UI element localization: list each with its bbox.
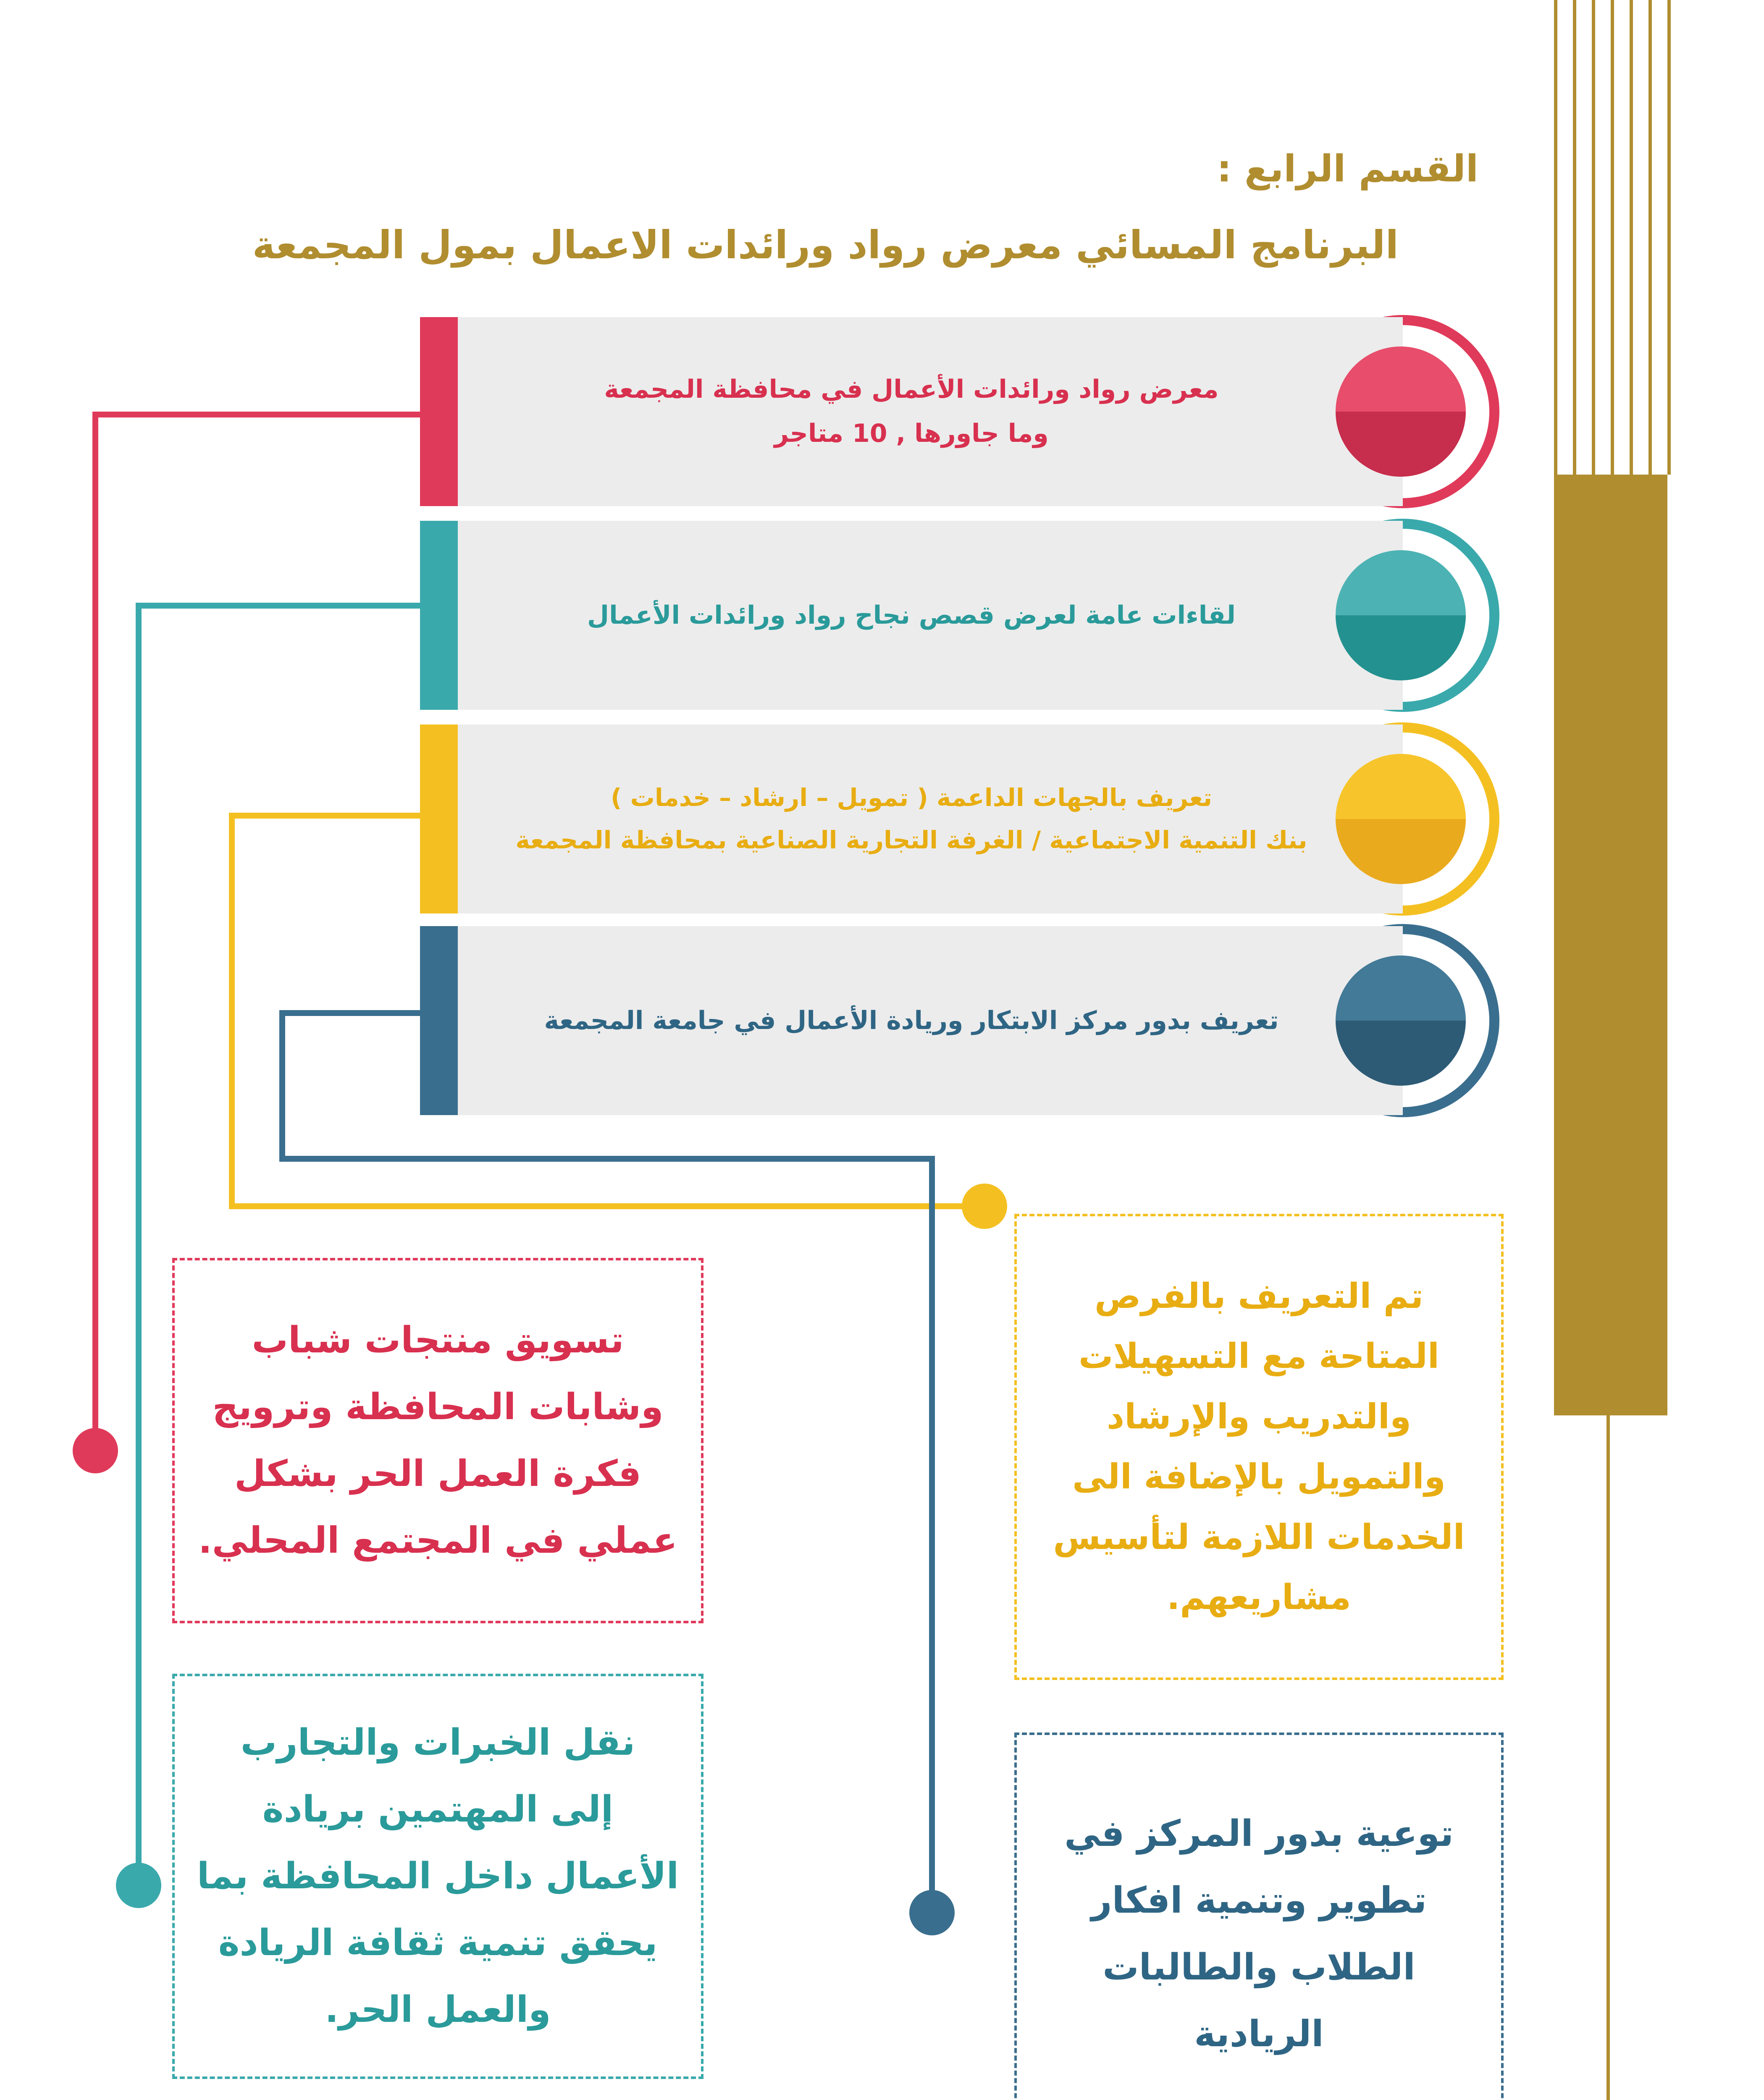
program-row-3 (420, 724, 1403, 914)
blue-box-line2: تطوير وتنمية افكار (1091, 1879, 1427, 1922)
yellow-box-line1: تم التعريف بالفرص (1095, 1276, 1424, 1316)
teal-connector-v (136, 603, 142, 1884)
row4-line1: تعريف بدور مركز الابتكار وريادة الأعمال في جامعة المجمعة (544, 1005, 1279, 1035)
row2-line1: لقاءات عامة لعرض قصص نجاح رواد ورائدات الأعمال (587, 600, 1236, 630)
blue-dot (909, 1890, 955, 1935)
row3-text (479, 724, 1344, 914)
yellow-connector-top (229, 813, 426, 819)
row2-stripe (420, 521, 458, 710)
yellow-box-line3: والتدريب والإرشاد (1107, 1396, 1411, 1437)
blue-box-line3: الطلاب والطالبات (1102, 1946, 1415, 1988)
decor-line-2 (1573, 0, 1576, 475)
program-row-4 (420, 926, 1403, 1115)
row3-stripe (420, 724, 458, 914)
row1-line1: معرض رواد ورائدات الأعمال في محافظة المجمعة (604, 375, 1219, 404)
decor-line-1 (1554, 0, 1557, 475)
row2-disc (1336, 550, 1466, 680)
red-box-line4: عملي في المجتمع المحلي. (198, 1520, 677, 1562)
row4-text (479, 926, 1344, 1115)
teal-connector-h (136, 603, 425, 609)
yellow-dot (962, 1184, 1007, 1229)
yellow-box-line4: والتمويل بالإضافة الى (1072, 1457, 1446, 1497)
row1-line2: وما جاورها , 10 متاجر (774, 419, 1049, 448)
row1-text (479, 317, 1344, 506)
row4-stripe (420, 926, 458, 1115)
blue-outcome-box (1014, 1732, 1504, 2100)
decor-line-4 (1611, 0, 1614, 475)
blue-connector-mid (279, 1156, 934, 1162)
red-box-line2: وشابات المحافظة وترويج (212, 1386, 664, 1428)
red-box-line3: فكرة العمل الحر بشكل (234, 1453, 641, 1495)
program-row-2 (420, 521, 1403, 710)
row1-disc (1336, 346, 1466, 477)
decor-line-3 (1592, 0, 1595, 475)
teal-box-line2: إلى المهتمين بريادة (262, 1788, 614, 1830)
yellow-box-line2: المتاحة مع التسهيلات (1079, 1336, 1439, 1376)
yellow-box-line6: مشاريعهم. (1167, 1578, 1351, 1617)
teal-box-line1: نقل الخبرات والتجارب (240, 1721, 635, 1764)
yellow-box-line5: الخدمات اللازمة لتأسيس (1053, 1517, 1465, 1557)
teal-box-line4: يحقق تنمية ثقافة الريادة (218, 1922, 658, 1964)
program-row-1 (420, 317, 1403, 506)
section-heading: القسم الرابع : (1217, 147, 1478, 190)
teal-outcome-box (172, 1674, 704, 2079)
row1-stripe (420, 317, 458, 506)
decor-line-6 (1648, 0, 1652, 475)
yellow-connector-bottom (229, 1203, 989, 1209)
blue-connector-v2 (929, 1156, 935, 1912)
teal-box-line5: والعمل الحر. (325, 1989, 551, 2031)
red-connector-v (92, 412, 98, 1453)
red-dot (73, 1428, 118, 1473)
decor-line-7 (1667, 0, 1671, 475)
row3-line2: بنك التنمية الاجتماعية / الغرفة التجارية الصناعية بمحافظة المجمعة (515, 826, 1307, 854)
red-outcome-box (172, 1258, 704, 1623)
yellow-connector-v (229, 813, 235, 1208)
yellow-outcome-box (1014, 1214, 1504, 1680)
decor-long-line (1606, 1415, 1610, 2100)
row3-line1: تعريف بالجهات الداعمة ( تمويل – ارشاد – خدمات ) (610, 783, 1213, 812)
row2-text (479, 521, 1344, 710)
blue-box-line1: توعية بدور المركز في (1064, 1812, 1454, 1855)
blue-box-line4: الريادية (1194, 2013, 1324, 2055)
decor-gold-block (1554, 475, 1667, 1415)
teal-box-line3: الأعمال داخل المحافظة بما (197, 1855, 679, 1897)
blue-connector-v1 (279, 1010, 285, 1161)
teal-dot (116, 1863, 161, 1908)
row3-disc (1336, 754, 1466, 884)
decor-line-5 (1630, 0, 1633, 475)
blue-connector-top (279, 1010, 426, 1016)
page-title: البرنامج المسائي معرض رواد ورائدات الاعمال بمول المجمعة (252, 223, 1399, 268)
row4-disc (1336, 956, 1466, 1086)
red-box-line1: تسويق منتجات شباب (252, 1319, 624, 1361)
red-connector-h (92, 412, 424, 417)
